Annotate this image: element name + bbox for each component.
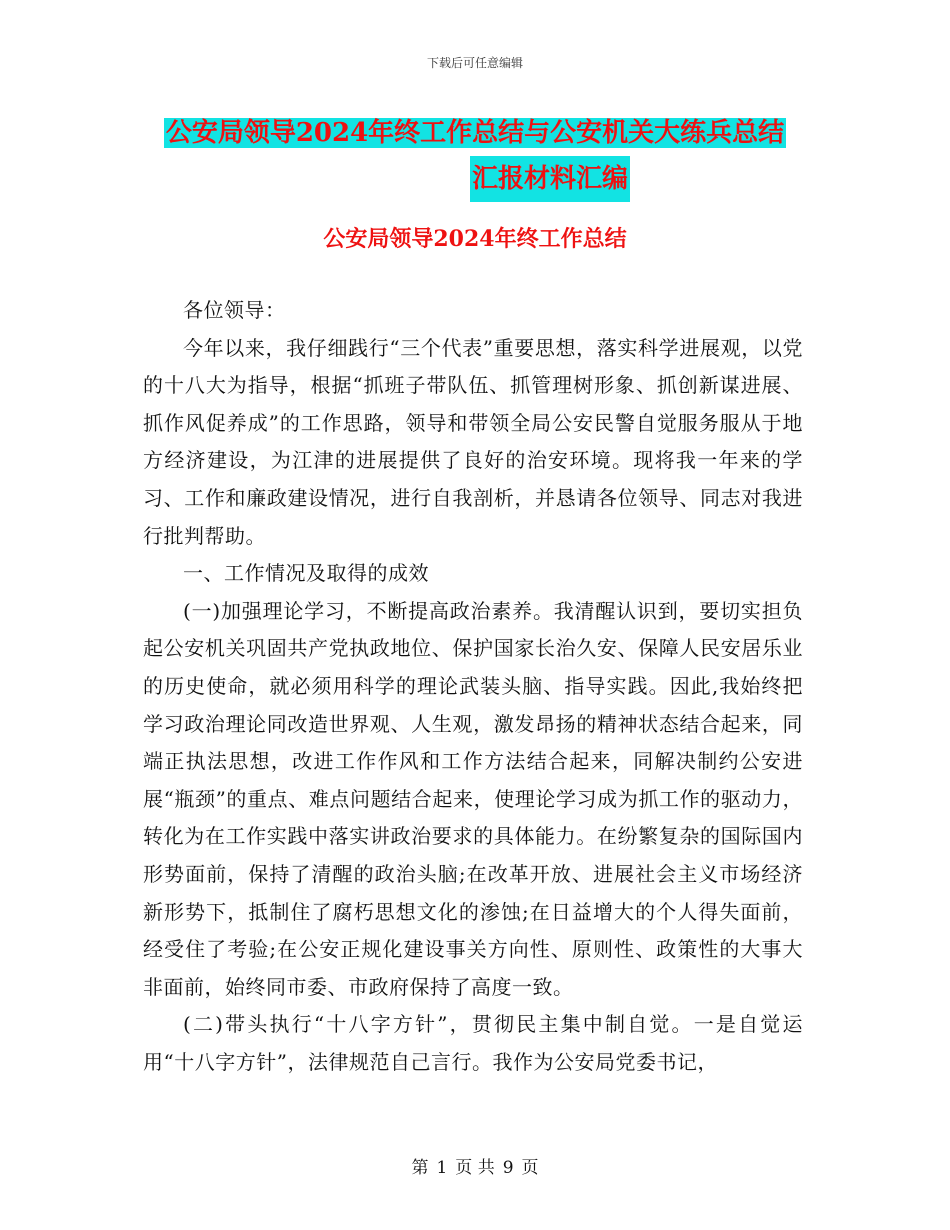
current-page-number: 1: [436, 1158, 448, 1178]
salutation: 各位领导：: [183, 298, 286, 322]
document-title: [0, 110, 950, 202]
page-number-suffix: 页: [521, 1158, 539, 1178]
page-number-middle: 页 共: [455, 1158, 495, 1178]
paragraph: (一)加强理论学习，不断提高政治素养。我清醒认识到，要切实担负起公安机关巩固共产党执政地位、保护国家长治久安、保障人民安居乐业的历史使命，就必须用科学的理论武装头脑、指导实践。因此,我始终把学习政治理论同改造世界观、人生观，激发昂扬的精神状态结合起来，同端正执法思想，改进工作作风和工作方法结合起来，同解决制约公安进展“瓶颈”的重点、难点问题结合起来，使理论学习成为抓工作的驱动力，转化为在工作实践中落实讲政治要求的具体能力。在纷繁复杂的国际国内形势面前，保持了清醒的政治头脑;在改革开放、进展社会主义市场经济新形势下，抵制住了腐朽思想文化的渗蚀;在日益增大的个人得失面前，经受住了考验;在公安正规化建设事关方向性、原则性、政策性的大事大非面前，始终同市委、市政府保持了高度一致。: [143, 598, 803, 999]
section-title: 公安局领导2024年终工作总结: [323, 226, 627, 252]
page-footer: [0, 1153, 950, 1178]
paragraph: 今年以来，我仔细践行“三个代表”重要思想，落实科学进展观，以党的十八大为指导，根据“抓班子带队伍、抓管理树形象、抓创新谋进展、抓作风促养成”的工作思路，领导和带领全局公安民警自觉服务服从于地方经济建设，为江津的进展提供了良好的治安环境。现将我一年来的学习、工作和廉政建设情况，进行自我剖析，并恳请各位领导、同志对我进行批判帮助。: [143, 335, 803, 548]
subheading: 一、工作情况及取得的成效: [183, 561, 429, 586]
header-note: 下载后可任意编辑: [426, 56, 523, 70]
page-number-prefix: 第: [411, 1158, 429, 1178]
total-page-count: 9: [502, 1158, 514, 1178]
paragraph: (二)带头执行“十八字方针”，贯彻民主集中制自觉。一是自觉运用“十八字方针”，法律规范自己言行。我作为公安局党委书记，: [143, 1012, 803, 1074]
document-title-line-1: 公安局领导2024年终工作总结与公安机关大练兵总结: [165, 118, 785, 148]
document-title-line-2: 汇报材料汇编: [470, 156, 630, 202]
body-text: [143, 292, 803, 1081]
